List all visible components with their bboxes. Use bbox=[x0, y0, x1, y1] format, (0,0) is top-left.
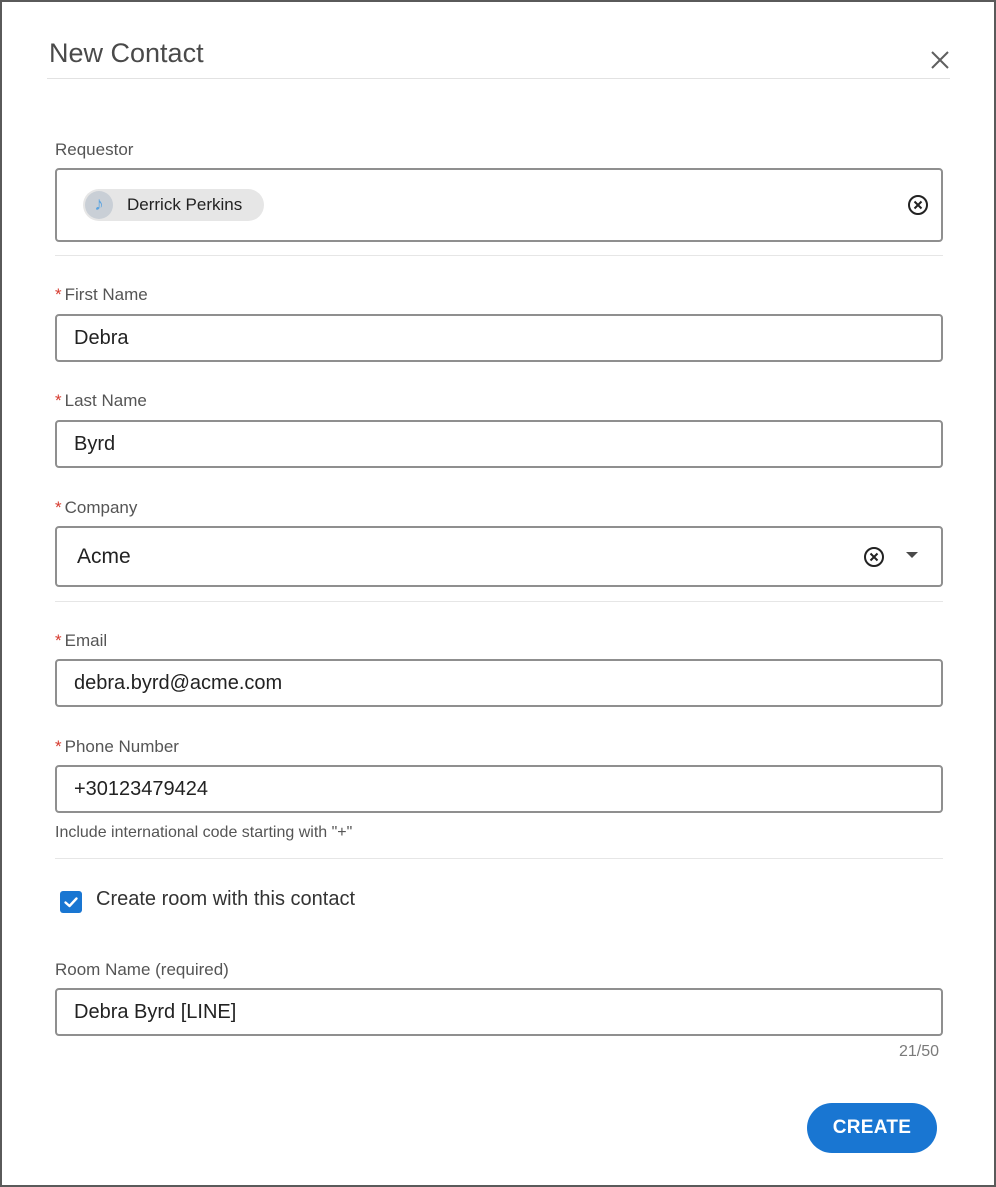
required-mark: * bbox=[55, 498, 62, 517]
requestor-field[interactable] bbox=[55, 168, 943, 242]
required-mark: * bbox=[55, 631, 62, 650]
company-label-text: Company bbox=[64, 498, 138, 517]
phone-value: +30123479424 bbox=[74, 777, 209, 800]
room-name-label: Room Name (required) bbox=[55, 960, 229, 979]
create-room-checkbox[interactable] bbox=[60, 891, 82, 913]
caret-down-icon[interactable] bbox=[906, 552, 918, 558]
requestor-label: Requestor bbox=[55, 140, 134, 159]
character-counter: 21/50 bbox=[898, 1043, 939, 1060]
dialog-title: New Contact bbox=[49, 38, 204, 68]
company-label bbox=[55, 498, 137, 518]
section-divider bbox=[55, 601, 943, 602]
requestor-chip[interactable] bbox=[83, 189, 264, 221]
avatar bbox=[85, 191, 113, 219]
required-mark: * bbox=[55, 285, 62, 304]
music-note-icon: ♪ bbox=[94, 194, 104, 215]
requestor-clear-icon[interactable] bbox=[907, 194, 929, 216]
phone-label-text: Phone Number bbox=[64, 737, 179, 756]
checkmark-icon bbox=[63, 894, 79, 910]
phone-helper-text: Include international code starting with "+" bbox=[55, 824, 353, 841]
create-button[interactable]: CREATE bbox=[807, 1103, 937, 1153]
last-name-label-text: Last Name bbox=[64, 391, 147, 410]
room-name-input[interactable] bbox=[55, 988, 943, 1036]
last-name-value: Byrd bbox=[74, 432, 116, 455]
email-label bbox=[55, 631, 107, 651]
email-value: debra.byrd@acme.com bbox=[74, 671, 283, 694]
first-name-label-text: First Name bbox=[64, 285, 148, 304]
phone-label bbox=[55, 737, 179, 757]
first-name-label bbox=[55, 285, 148, 305]
email-label-text: Email bbox=[64, 631, 108, 650]
requestor-chip-label: Derrick Perkins bbox=[127, 195, 243, 214]
last-name-label bbox=[55, 391, 147, 411]
company-clear-icon[interactable] bbox=[863, 546, 885, 568]
first-name-input[interactable] bbox=[55, 314, 943, 362]
section-divider bbox=[55, 858, 943, 859]
close-button[interactable] bbox=[922, 42, 958, 78]
section-divider bbox=[55, 255, 943, 256]
company-value: Acme bbox=[77, 544, 131, 568]
close-icon bbox=[929, 49, 951, 71]
room-name-value: Debra Byrd [LINE] bbox=[74, 1000, 237, 1023]
create-room-label[interactable]: Create room with this contact bbox=[96, 888, 355, 910]
company-select[interactable] bbox=[55, 526, 943, 587]
phone-input[interactable] bbox=[55, 765, 943, 813]
last-name-input[interactable] bbox=[55, 420, 943, 468]
required-mark: * bbox=[55, 391, 62, 410]
first-name-value: Debra bbox=[74, 326, 129, 349]
email-input[interactable] bbox=[55, 659, 943, 707]
required-mark: * bbox=[55, 737, 62, 756]
header-divider bbox=[47, 78, 950, 79]
